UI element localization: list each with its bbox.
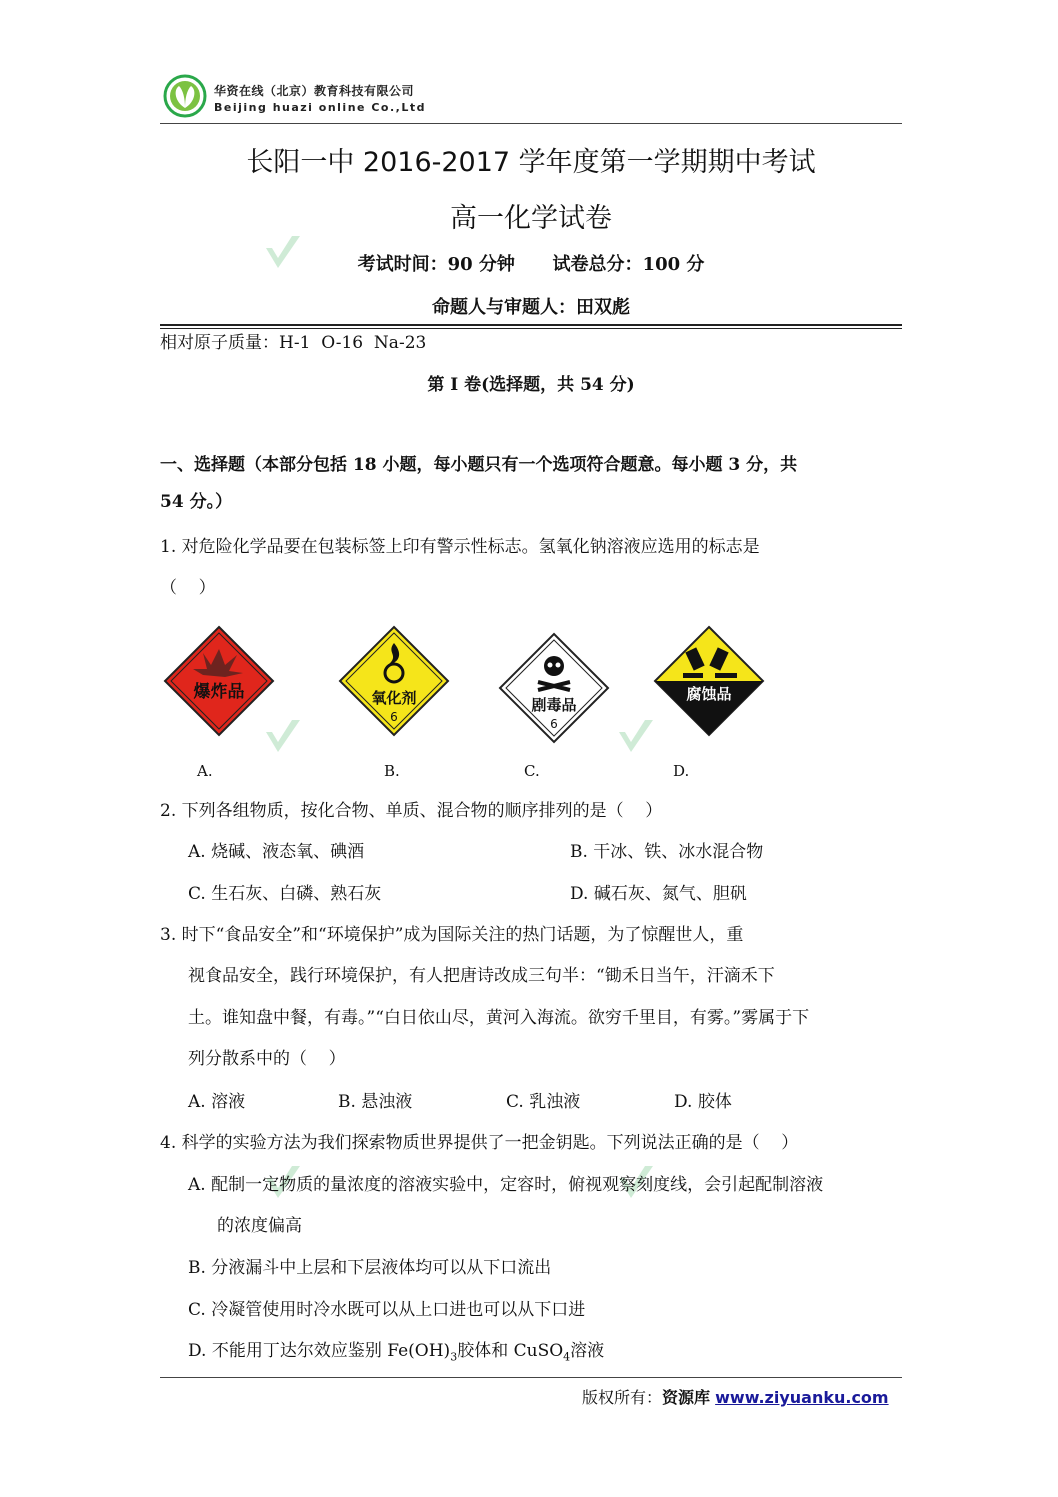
watermark <box>615 716 655 760</box>
question-1-text: 1. 对危险化学品要在包装标签上印有警示性标志。氢氧化钠溶液应选用的标志是 <box>160 537 760 557</box>
footer-url-link[interactable]: www.ziyuanku.com <box>715 1388 889 1407</box>
question-3-option-b: B. 悬浊液 <box>338 1092 413 1112</box>
exam-info <box>160 250 902 276</box>
question-1-blank: （ ） <box>160 578 216 598</box>
oxidizer-sign-label: 氧化剂 <box>371 689 417 707</box>
exam-score: 试卷总分：100 分 <box>552 254 705 275</box>
question-3-option-d: D. 胶体 <box>674 1092 732 1112</box>
exam-subtitle: 高一化学试卷 <box>450 203 612 234</box>
toxic-sign-number: 6 <box>550 717 558 731</box>
question-4-option-b: B. 分液漏斗中上层和下层液体均可以从下口流出 <box>188 1258 552 1278</box>
question-4-option-d-post: 溶液 <box>570 1341 605 1361</box>
question-3-line3: 土。谁知盘中餐，有毒。”“白日依山尽，黄河入海流。欲穷千里目，有雾。”雾属于下 <box>188 1008 810 1028</box>
question-2-option-d: D. 碱石灰、氮气、胆矾 <box>570 884 747 904</box>
oxidizer-sign-number: 6 <box>390 710 398 724</box>
question-4-option-d-pre: D. 不能用丁达尔效应鉴别 Fe(OH) <box>188 1341 451 1361</box>
section-heading-line2: 54 分。） <box>160 492 233 512</box>
exam-title: 长阳一中 2016-2017 学年度第一学期期中考试 <box>246 147 816 178</box>
subscript-3: 3 <box>450 1350 458 1364</box>
option-a-label: A. <box>197 762 213 780</box>
toxic-sign <box>498 632 610 744</box>
double-rule <box>160 324 902 326</box>
question-3-option-a: A. 溶液 <box>188 1092 246 1112</box>
subscript-4: 4 <box>563 1350 571 1364</box>
corrosive-sign <box>653 625 765 737</box>
company-logo <box>163 74 207 118</box>
section-heading-line1: 一、选择题（本部分包括 18 小题，每小题只有一个选项符合题意。每小题 3 分，共 <box>160 455 798 475</box>
footer-copyright: 版权所有： <box>582 1388 663 1407</box>
company-name-en: Beijing huazi online Co.,Ltd <box>214 101 426 114</box>
footer-site-name: 资源库 <box>662 1388 711 1407</box>
question-3-line2: 视食品安全，践行环境保护，有人把唐诗改成三句半：“锄禾日当午，汗滴禾下 <box>188 966 775 986</box>
option-b-label: B. <box>384 762 400 780</box>
question-4-option-d <box>188 1341 604 1367</box>
watermark-check-icon <box>615 716 655 756</box>
atomic-mass: 相对原子质量：H-1 O-16 Na-23 <box>160 333 427 353</box>
footer-rule <box>160 1377 902 1378</box>
header-rule <box>160 123 902 124</box>
part-title: 第 I 卷(选择题，共 54 分) <box>427 375 635 395</box>
footer <box>582 1385 889 1408</box>
exam-time: 考试时间：90 分钟 <box>357 254 515 275</box>
option-d-label: D. <box>673 762 690 780</box>
question-3-line4: 列分散系中的（ ） <box>188 1049 346 1069</box>
corrosive-sign-label: 腐蚀品 <box>686 685 732 703</box>
question-2-option-c: C. 生石灰、白磷、熟石灰 <box>188 884 382 904</box>
exam-authors: 命题人与审题人：田双彪 <box>432 297 630 318</box>
question-4-option-a-line1: A. 配制一定物质的量浓度的溶液实验中，定容时，俯视观察刻度线，会引起配制溶液 <box>188 1175 824 1195</box>
question-4-text: 4. 科学的实验方法为我们探索物质世界提供了一把金钥匙。下列说法正确的是（ ） <box>160 1133 799 1153</box>
question-2-option-b: B. 干冰、铁、冰水混合物 <box>570 842 764 862</box>
oxidizer-sign <box>338 625 450 737</box>
question-2-text: 2. 下列各组物质，按化合物、单质、混合物的顺序排列的是（ ） <box>160 801 663 821</box>
question-3-line1: 3. 时下“食品安全”和“环境保护”成为国际关注的热门话题，为了惊醒世人，重 <box>160 925 744 945</box>
double-rule <box>160 328 902 329</box>
option-c-label: C. <box>524 762 540 780</box>
question-4-option-a-line2: 的浓度偏高 <box>217 1216 302 1236</box>
question-3-option-c: C. 乳浊液 <box>506 1092 581 1112</box>
explosive-sign <box>163 625 275 737</box>
question-4-option-c: C. 冷凝管使用时冷水既可以从上口进也可以从下口进 <box>188 1300 586 1320</box>
toxic-sign-label: 剧毒品 <box>531 696 577 714</box>
question-4-option-d-mid: 胶体和 CuSO <box>457 1341 564 1361</box>
question-2-option-a: A. 烧碱、液态氧、碘酒 <box>188 842 365 862</box>
company-name-cn: 华资在线（北京）教育科技有限公司 <box>214 84 415 98</box>
explosive-sign-label: 爆炸品 <box>193 682 245 702</box>
